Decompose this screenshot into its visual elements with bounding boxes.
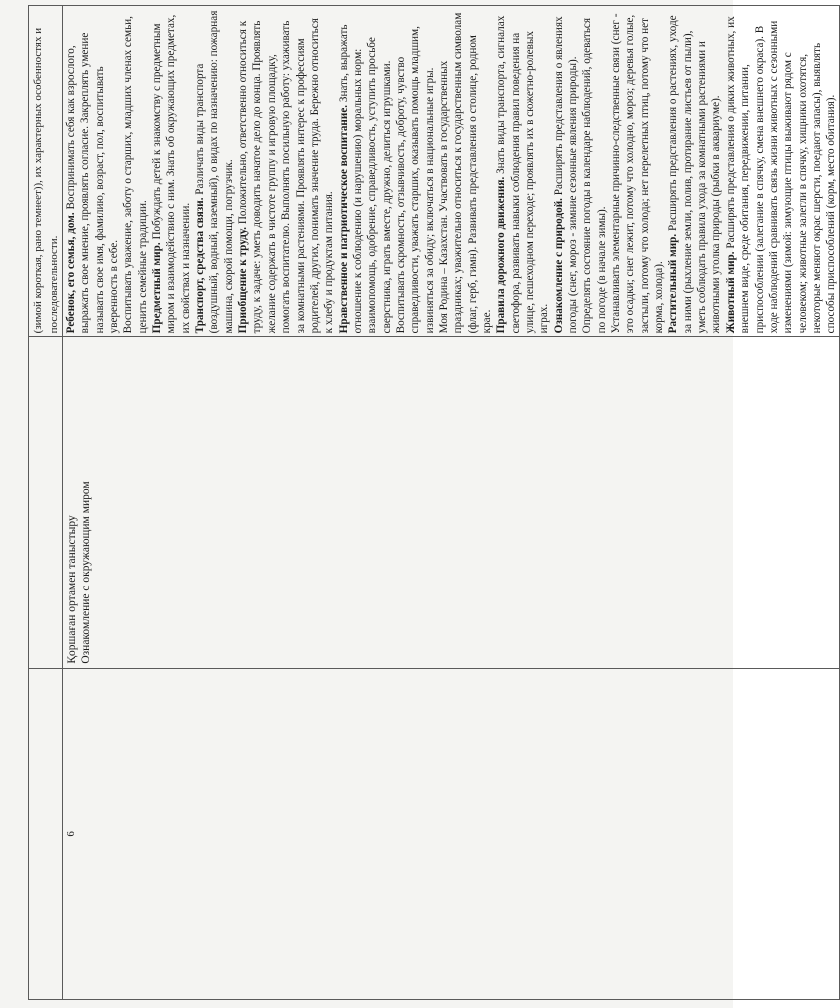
content-cell	[63, 6, 840, 337]
paragraph-family-respect: Воспитывать уважение, заботу о старших, младших членах семьи, ценить семейные традиции.	[122, 16, 149, 334]
paragraph-object-world: Предметный мир. Побуждать детей к знакомству с предметным миром и взаимодействию с ним. Знать об окружающих предметах, их свойствах и назначении.	[151, 14, 192, 334]
paragraph-transport: Транспорт, средства связи. Различать виды транспорта (воздушный, водный, наземный), о видах по назначению: пожарная машина, скорой помощи, погрузчик.	[194, 10, 235, 334]
paragraph-nature: Ознакомление с природой. Расширять представления о явлениях погоды (снег, мороз - зимние сезонные явления природы).	[552, 16, 580, 334]
continuation-text: (зимой короткая, рано темнеет)), их характерных особенностях и последовательности.	[29, 6, 63, 337]
empty-cell	[29, 337, 63, 668]
empty-cell	[29, 668, 63, 999]
paragraph-homeland: Моя Родина – Казахстан. Участвовать в государственных праздниках; уважительно относиться к государственным символам (флаг, герб, гимн). Развивать представления о столице, родном крае.	[437, 12, 493, 334]
curriculum-table	[28, 5, 840, 1000]
subject-title-ru: Ознакомление с окружающим миром	[80, 481, 93, 664]
paragraph-labor: Приобщение к труду. Положительно, ответственно относиться к труду, к задаче: уметь доводить начатое дело до конца. Проявлять желание содержать в чистоте группу и игровую площадку, помогать воспитателю. Выполнять посильную работу: ухаживать за комнатными растениями. Проявлять интерес к профессиям родителей, других, понимать значение труда. Бережно относиться к хлебу и продуктам питания.	[237, 18, 336, 334]
paragraph-cause-effect: Устанавливать элементарные причинно-следственные связи (снег - это осадки; снег лежит, потому что холодно, мороз; деревья голые, застыли, потому что холода; нет перелетных птиц, потому что нет корма, холода).	[610, 13, 666, 334]
rotated-table-wrapper	[28, 5, 838, 1000]
subject-cell	[63, 337, 840, 668]
row-number: 6	[63, 668, 840, 999]
table-row	[63, 6, 840, 1000]
paragraph-traffic-rules: Правила дорожного движения. Знать виды транспорта, сигналах светофора, развивать навыки соблюдения правил поведения на улице, пешеходном переходе; проявлять их в сюжетно-ролевых играх.	[495, 15, 551, 334]
table-row-continuation	[29, 6, 63, 1000]
paragraph-moral: Нравственное и патриотическое воспитание. Знать, выражать отношение к соблюдению (и нарушению) моральных норм: взаимопомощь, одобрение, справедливость, уступить просьбе сверстника, играть вместе, дружно, делиться игрушками. Воспитывать скромность, отзывчивость, доброту, чувство справедливости, уважать старших, оказывать помощь младшим, извиняться за обиду; включаться в национальные игры.	[337, 24, 436, 334]
paragraph-plants: Растительный мир. Расширять представления о растениях, уходе за ними (рыхление земли, полив, протирание листьев от пыли), уметь соблюдать правила ухода за комнатными растениями и животными уголка природы (рыбки в аквариуме).	[667, 15, 723, 334]
paragraph-family: Ребенок, его семья, дом. Воспринимать себя как взрослого, выражать свое мнение, проявлять согласие. Закреплять умение называть свое имя, фамилию, возраст, пол, воспитывать уверенность в себе.	[65, 32, 121, 334]
subject-title-kz: Қоршаған ортамен таныстыру	[66, 515, 78, 664]
paragraph-animals: Животный мир. Расширять представления о диких животных, их внешнем виде, среде обитания, передвижении, питании, приспособлении (залегание в спячку, смена внешнего окраса). В ходе наблюдений сравнивать связь жизни животных с сезонными изменениями (зимой: зимующие птицы выживают рядом с человеком; животные залегли в спячку, хищники охотятся, некоторые меняют окрас шерсти, поедают запасы), выявлять способы приспособлений (корм, место обитания).	[724, 16, 838, 334]
paragraph-weather: Определять состояние погоды в календаре наблюдений, одеваться по погоде (в начале зимы).	[581, 17, 608, 334]
